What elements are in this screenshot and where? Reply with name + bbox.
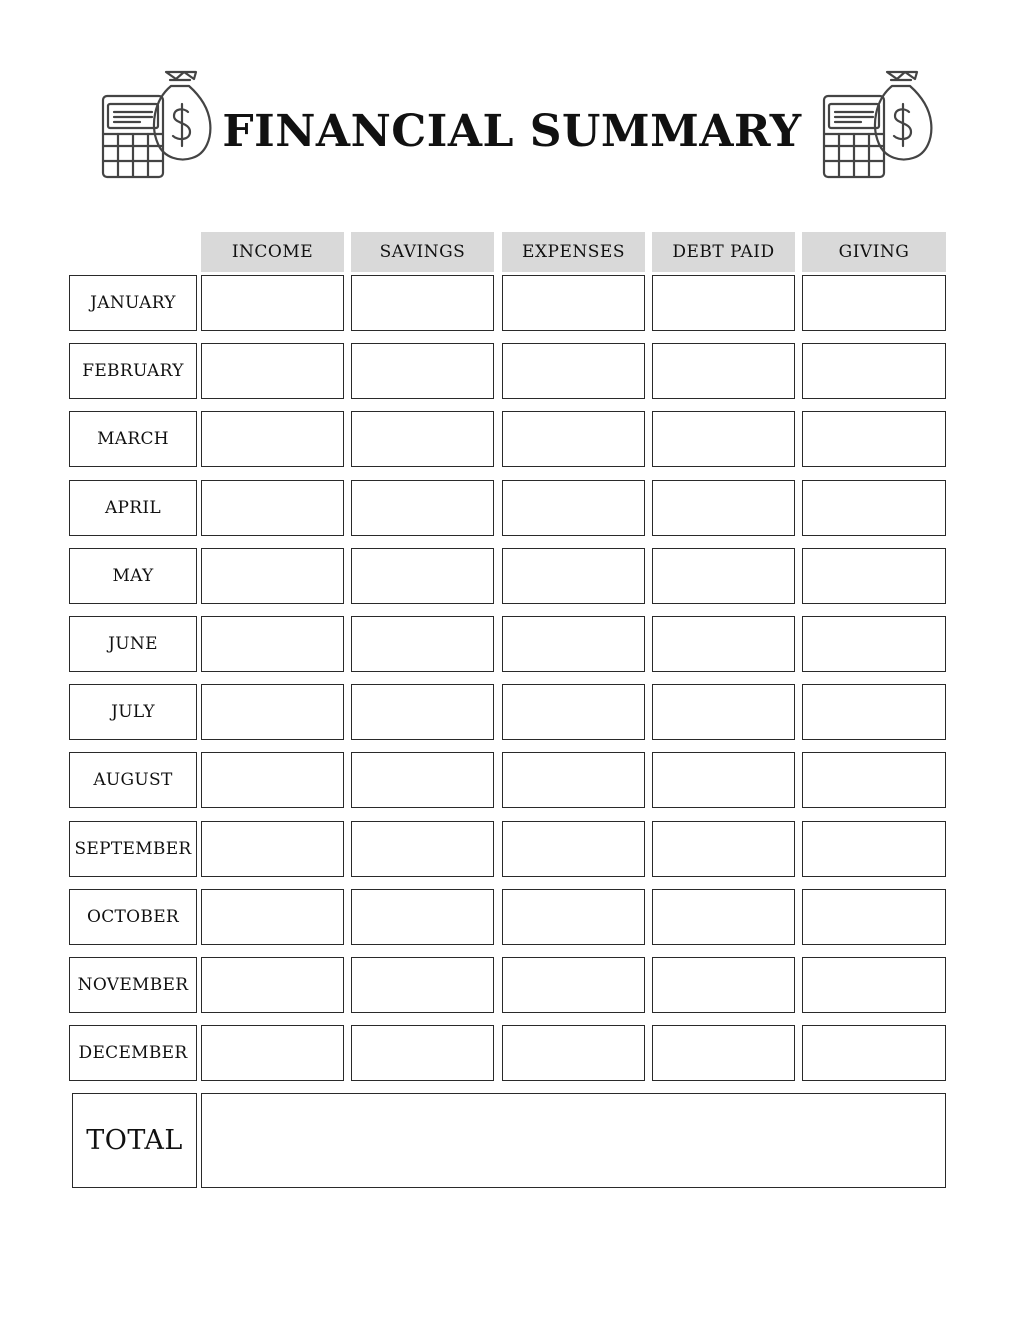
cell-september-savings[interactable]	[351, 821, 494, 877]
cell-august-savings[interactable]	[351, 752, 494, 808]
cell-may-debt-paid[interactable]	[652, 548, 795, 604]
month-label-april: APRIL	[69, 480, 197, 536]
cell-april-debt-paid[interactable]	[652, 480, 795, 536]
cell-november-expenses[interactable]	[502, 957, 645, 1013]
month-label-march: MARCH	[69, 411, 197, 467]
column-header-giving: GIVING	[802, 232, 946, 272]
cell-august-giving[interactable]	[802, 752, 946, 808]
cell-august-expenses[interactable]	[502, 752, 645, 808]
cell-july-savings[interactable]	[351, 684, 494, 740]
cell-november-income[interactable]	[201, 957, 344, 1013]
month-label-august: AUGUST	[69, 752, 197, 808]
cell-october-income[interactable]	[201, 889, 344, 945]
cell-february-income[interactable]	[201, 343, 344, 399]
cell-january-debt-paid[interactable]	[652, 275, 795, 331]
cell-february-debt-paid[interactable]	[652, 343, 795, 399]
calculator-money-bag-icon	[100, 66, 212, 180]
cell-december-giving[interactable]	[802, 1025, 946, 1081]
cell-january-expenses[interactable]	[502, 275, 645, 331]
cell-october-debt-paid[interactable]	[652, 889, 795, 945]
calculator-money-bag-icon	[821, 66, 933, 180]
month-label-october: OCTOBER	[69, 889, 197, 945]
cell-december-income[interactable]	[201, 1025, 344, 1081]
cell-january-savings[interactable]	[351, 275, 494, 331]
cell-february-expenses[interactable]	[502, 343, 645, 399]
cell-june-savings[interactable]	[351, 616, 494, 672]
cell-march-income[interactable]	[201, 411, 344, 467]
total-field[interactable]	[201, 1093, 946, 1188]
cell-june-expenses[interactable]	[502, 616, 645, 672]
column-header-income: INCOME	[201, 232, 344, 272]
total-label: TOTAL	[72, 1093, 197, 1188]
cell-october-expenses[interactable]	[502, 889, 645, 945]
cell-september-giving[interactable]	[802, 821, 946, 877]
month-label-january: JANUARY	[69, 275, 197, 331]
cell-november-savings[interactable]	[351, 957, 494, 1013]
cell-february-savings[interactable]	[351, 343, 494, 399]
column-header-debt-paid: DEBT PAID	[652, 232, 795, 272]
cell-february-giving[interactable]	[802, 343, 946, 399]
month-label-july: JULY	[69, 684, 197, 740]
cell-may-expenses[interactable]	[502, 548, 645, 604]
cell-december-debt-paid[interactable]	[652, 1025, 795, 1081]
cell-september-debt-paid[interactable]	[652, 821, 795, 877]
cell-march-debt-paid[interactable]	[652, 411, 795, 467]
cell-april-expenses[interactable]	[502, 480, 645, 536]
cell-april-savings[interactable]	[351, 480, 494, 536]
cell-june-income[interactable]	[201, 616, 344, 672]
cell-august-debt-paid[interactable]	[652, 752, 795, 808]
cell-january-giving[interactable]	[802, 275, 946, 331]
month-label-may: MAY	[69, 548, 197, 604]
cell-june-giving[interactable]	[802, 616, 946, 672]
column-header-savings: SAVINGS	[351, 232, 494, 272]
column-header-expenses: EXPENSES	[502, 232, 645, 272]
cell-may-giving[interactable]	[802, 548, 946, 604]
cell-march-giving[interactable]	[802, 411, 946, 467]
cell-march-savings[interactable]	[351, 411, 494, 467]
cell-april-income[interactable]	[201, 480, 344, 536]
cell-august-income[interactable]	[201, 752, 344, 808]
cell-june-debt-paid[interactable]	[652, 616, 795, 672]
cell-april-giving[interactable]	[802, 480, 946, 536]
month-label-june: JUNE	[69, 616, 197, 672]
cell-july-giving[interactable]	[802, 684, 946, 740]
cell-december-savings[interactable]	[351, 1025, 494, 1081]
month-label-september: SEPTEMBER	[69, 821, 197, 877]
cell-march-expenses[interactable]	[502, 411, 645, 467]
cell-october-giving[interactable]	[802, 889, 946, 945]
cell-september-expenses[interactable]	[502, 821, 645, 877]
cell-september-income[interactable]	[201, 821, 344, 877]
page-title: FINANCIAL SUMMARY	[222, 106, 802, 157]
cell-december-expenses[interactable]	[502, 1025, 645, 1081]
cell-october-savings[interactable]	[351, 889, 494, 945]
month-label-february: FEBRUARY	[69, 343, 197, 399]
month-label-december: DECEMBER	[69, 1025, 197, 1081]
cell-july-income[interactable]	[201, 684, 344, 740]
cell-july-debt-paid[interactable]	[652, 684, 795, 740]
cell-may-savings[interactable]	[351, 548, 494, 604]
cell-july-expenses[interactable]	[502, 684, 645, 740]
cell-november-giving[interactable]	[802, 957, 946, 1013]
cell-november-debt-paid[interactable]	[652, 957, 795, 1013]
cell-may-income[interactable]	[201, 548, 344, 604]
month-label-november: NOVEMBER	[69, 957, 197, 1013]
cell-january-income[interactable]	[201, 275, 344, 331]
